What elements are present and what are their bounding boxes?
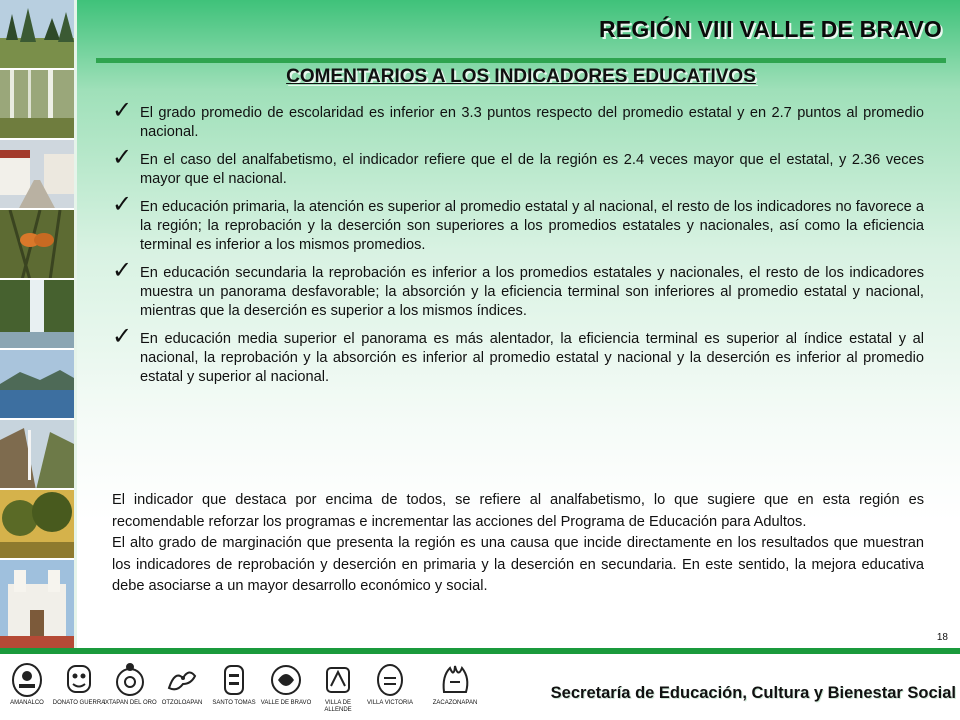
municipality-name: SANTO TOMAS (212, 700, 256, 706)
list-item (112, 143, 924, 189)
photo-forest (0, 0, 74, 70)
glyph-emblem-icon (373, 662, 407, 698)
list-item (112, 190, 924, 255)
indicator-comments-list (112, 96, 924, 396)
conclusion-text (112, 490, 924, 598)
glyph-emblem-icon (113, 662, 147, 698)
glyph-emblem-icon (269, 662, 303, 698)
photo-waterfall (0, 280, 74, 350)
municipality-name: IXTAPAN DEL ORO (103, 700, 157, 706)
list-item (112, 96, 924, 142)
glyph-emblem-icon (321, 662, 355, 698)
municipality-logo (155, 662, 209, 707)
photo-butterflies (0, 210, 74, 280)
page-number: 18 (936, 632, 948, 643)
region-title: REGIÓN VIII VALLE DE BRAVO (599, 16, 942, 42)
secretaria-name: Secretaría de Educación, Cultura y Bienestar Social (550, 684, 956, 702)
municipality-logo (415, 662, 495, 707)
bullet-text: En el caso del analfabetismo, el indicador refiere que el de la región es 2.4 veces mayor que el estatal, y 2.36 veces mayor que el nacional. (140, 152, 924, 187)
list-item (112, 322, 924, 387)
glyph-emblem-icon (217, 662, 251, 698)
glyph-emblem-icon (10, 662, 44, 698)
municipality-logo (311, 662, 365, 714)
checkmark-icon: ✓ (112, 96, 133, 124)
glyph-emblem-icon (438, 662, 472, 698)
checkmark-icon: ✓ (112, 256, 133, 284)
bullet-text: En educación primaria, la atención es superior al promedio estatal y al nacional, el resto de los indicadores no favorece a la región; la reprobación y la deserción son superiores a los promedios estatales y nacionales, así como la eficiencia terminal es inferior a los mismos promedios. (140, 199, 924, 253)
bullet-text: En educación media superior el panorama es más alentador, la eficiencia terminal es superior al índice estatal y al nacional, la reprobación y la absorción es inferior al promedio estatal y nacional y la deserción es inferior al promedio estatal y superior al nacional. (140, 331, 924, 385)
bullet-text: El grado promedio de escolaridad es inferior en 3.3 puntos respecto del promedio estatal y en 2.7 puntos al promedio nacional. (140, 105, 924, 140)
municipality-name: VALLE DE BRAVO (260, 700, 312, 706)
photo-valley (0, 420, 74, 490)
municipality-name: VILLA DE ALLENDE (324, 700, 352, 713)
glyph-emblem-icon (62, 662, 96, 698)
municipality-name: ZACAZONAPAN (432, 700, 478, 706)
photo-church (0, 560, 74, 648)
list-item (112, 256, 924, 321)
photo-trees (0, 490, 74, 560)
photo-strip-border (74, 0, 77, 648)
photo-woods (0, 70, 74, 140)
paragraph: El alto grado de marginación que presenta la región es una causa que incide directamente en los resultados que muestran los indicadores de reprobación y deserción en primaria y la deserción en secundaria. En este sentido, la mejora educativa debe asociarse a un mayor desarrollo económico y social. (112, 535, 924, 594)
municipality-name: AMANALCO (10, 700, 44, 706)
municipality-logo (52, 662, 106, 707)
glyph-emblem-icon (165, 662, 199, 698)
municipality-name: DONATO GUERRA (52, 700, 106, 706)
municipality-logo (0, 662, 54, 707)
municipality-logo (103, 662, 157, 707)
municipality-name: VILLA VICTORIA (367, 700, 413, 706)
section-title: COMENTARIOS A LOS INDICADORES EDUCATIVOS (286, 66, 756, 87)
photo-lake (0, 350, 74, 420)
municipality-logo (259, 662, 313, 707)
checkmark-icon: ✓ (112, 143, 133, 171)
municipality-logo (363, 662, 417, 707)
paragraph: El indicador que destaca por encima de todos, se refiere al analfabetismo, lo que sugiere que en esta región es recomendable reforzar los programas e incrementar las acciones del Programa de Educación para Adultos. (112, 492, 924, 530)
photo-street (0, 140, 74, 210)
municipality-name: OTZOLOAPAN (161, 700, 203, 706)
checkmark-icon: ✓ (112, 190, 133, 218)
municipality-logo (207, 662, 261, 707)
bullet-text: En educación secundaria la reprobación es inferior a los promedios estatales y nacionales, el resto de los indicadores muestra un panorama desfavorable; la absorción y la eficiencia terminal son inferiores al promedio estatal y nacional, mientras que la deserción es superior a los mismos índices. (140, 265, 924, 319)
checkmark-icon: ✓ (112, 322, 133, 350)
title-divider (96, 58, 946, 63)
photo-strip (0, 0, 74, 648)
